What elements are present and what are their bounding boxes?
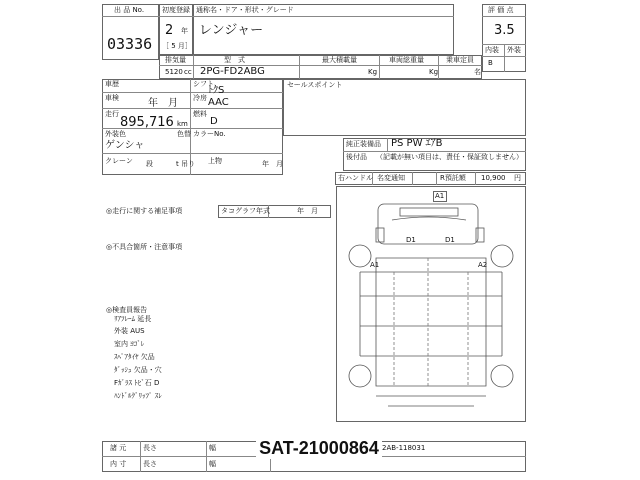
crane-suspend: t 吊り <box>176 160 195 168</box>
tacho-value: 年 月 <box>297 207 318 215</box>
shaken-value: 年 月 <box>148 98 178 109</box>
damage-mark-a1-front-text: A1 <box>435 192 445 200</box>
ext-color-label: 外装色 <box>105 130 126 138</box>
footer-len-label-2: 長さ <box>143 460 157 468</box>
r-fee-unit: 円 <box>514 174 521 182</box>
max-load-unit: Kg <box>368 68 378 76</box>
sheet-id-stamp: SAT-21000864 <box>256 437 382 459</box>
reg-year: 2 <box>165 23 174 38</box>
reg-month: ［ 5 月］ <box>162 42 192 50</box>
truck-outline-drawing <box>336 186 526 422</box>
r-fee-value: 10,900 <box>481 174 506 182</box>
inspector-line: ﾘｱﾌﾚｰﾑ 延長 <box>114 315 152 323</box>
footer-serial: 2AB-118031 <box>382 444 426 452</box>
sales-point-label: セールスポイント <box>287 81 343 89</box>
crane-value: 段 <box>146 160 153 168</box>
shaken-label: 車検 <box>105 94 119 102</box>
fuel-value: D <box>210 116 218 127</box>
fuel-label: 燃料 <box>193 110 207 118</box>
interior-value: B <box>488 59 493 67</box>
capacity-unit: 名 <box>474 68 481 76</box>
ac-label: 冷房 <box>193 94 207 102</box>
footer-len-label: 長さ <box>143 444 157 452</box>
vehicle-weight-label: 車両総重量 <box>389 56 424 64</box>
after-label: 後付品 <box>346 153 367 161</box>
color-no-label: 色替 <box>177 130 191 138</box>
damage-mark-a1-side: A1 <box>370 261 380 269</box>
inspector-line: ﾀﾞｯｼｭ 欠品・穴 <box>114 366 162 374</box>
after-note: （記載が無い項目は、責任・保証致しません） <box>376 153 523 161</box>
history-label: 車歴 <box>105 80 119 88</box>
inspector-line: ﾊﾝﾄﾞﾙｸﾞﾘｯﾌﾟ ｽﾚ <box>114 392 162 400</box>
displacement-value: 5120 <box>165 68 183 76</box>
inspector-line: 室内 ﾖｺﾞﾚ <box>114 340 145 348</box>
ext-color-value: ゲンシャ <box>105 140 145 151</box>
type-label: 型 式 <box>224 56 245 64</box>
footer-row1-label: 諸 元 <box>110 444 127 452</box>
shift-label: シフト <box>193 80 214 88</box>
reg-year-unit: 年 <box>181 27 188 35</box>
ac-value: AAC <box>208 97 229 108</box>
model-name: レンジャー <box>199 23 264 38</box>
damage-mark-a2-side: A2 <box>478 261 488 269</box>
first-reg-label: 初度登録 <box>162 6 190 14</box>
inspector-line: ｽﾍﾟｱﾀｲﾔ 欠品 <box>114 353 155 361</box>
damage-mark-d1-left: D1 <box>406 236 416 244</box>
exterior-label: 外装 <box>507 46 521 54</box>
footer-wid-label-2: 幅 <box>209 460 216 468</box>
crane-label: クレーン <box>105 157 133 165</box>
defect-title: ◎不具合箇所・注意事項 <box>106 243 183 251</box>
capacity-label: 乗車定員 <box>446 56 474 64</box>
interior-label: 内装 <box>485 46 499 54</box>
footer-row2-label: 内 寸 <box>110 460 127 468</box>
tacho-label: タコグラフ年式 <box>221 207 270 215</box>
mileage-unit: km <box>177 120 188 128</box>
mileage-label: 走行 <box>105 110 119 118</box>
inspector-line: Fｶﾞﾗｽ ﾄﾋﾞ石 D <box>114 379 160 387</box>
model-header: 通称名・ドア・形状・グレード <box>196 6 294 14</box>
vehicle-weight-unit: Kg <box>429 68 439 76</box>
color-no-code: カラーNo. <box>193 130 226 138</box>
score-value: 3.5 <box>494 23 515 38</box>
displacement-unit: cc <box>184 68 192 76</box>
lift-label: 上物 <box>208 157 222 165</box>
equip-label: 純正装備品 <box>346 140 381 148</box>
type-value: 2PG-FD2ABG <box>200 66 265 77</box>
displacement-label: 排気量 <box>165 56 186 64</box>
max-load-label: 最大積載量 <box>322 56 357 64</box>
lift-value: 年 月 <box>262 160 283 168</box>
inspector-line: 外装 AUS <box>114 327 145 335</box>
shift-value: ﾄｸS <box>208 85 225 96</box>
score-label: 評 価 点 <box>488 6 514 14</box>
name-change-label: 名変通知 <box>377 174 405 182</box>
r-fee-label: R預託額 <box>440 174 466 182</box>
lot-label: 出 品 No. <box>114 6 145 14</box>
lot-number: 03336 <box>107 35 153 53</box>
damage-mark-d1-right: D1 <box>445 236 455 244</box>
mileage-value: 895,716 <box>120 115 174 130</box>
steering-value: 右ハンドル <box>338 174 373 182</box>
inspector-title: ◎検査員報告 <box>106 306 148 314</box>
supplement-title: ◎走行に関する補足事項 <box>106 207 183 215</box>
equip-value: PS PW ｴｱB <box>391 138 443 149</box>
footer-wid-label: 幅 <box>209 444 216 452</box>
